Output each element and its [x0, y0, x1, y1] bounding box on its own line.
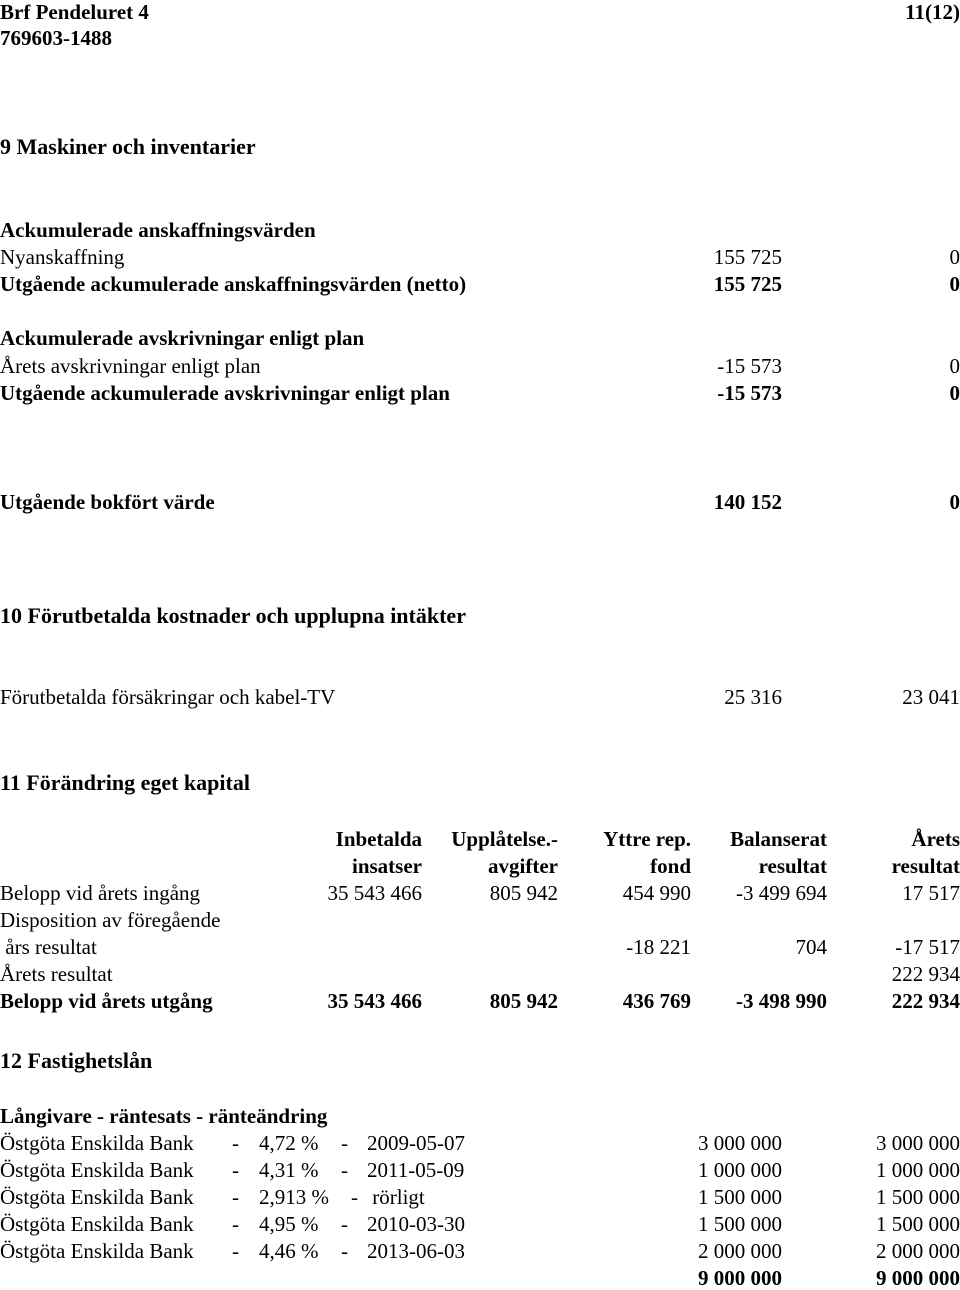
equity-col-header: Yttre rep.: [603, 829, 691, 850]
page-number: 11(12): [905, 2, 960, 23]
equity-cell: -3 498 990: [736, 991, 827, 1012]
loan-value-prev: 1 000 000: [876, 1160, 960, 1181]
loan-change: 2010-03-30: [367, 1214, 465, 1235]
loan-sep: -: [232, 1241, 239, 1262]
loan-value: 1 500 000: [698, 1187, 782, 1208]
equity-col-header: fond: [650, 856, 691, 877]
loan-sep: -: [232, 1160, 239, 1181]
loan-bank: Östgöta Enskilda Bank: [0, 1133, 194, 1154]
equity-cell: -17 517: [895, 937, 960, 958]
note9-acq-heading: Ackumulerade anskaffningsvärden: [0, 220, 316, 241]
equity-col-header: avgifter: [488, 856, 558, 877]
equity-cell: 35 543 466: [328, 883, 423, 904]
equity-row-label: års resultat: [0, 937, 97, 958]
note10-row-label: Förutbetalda försäkringar och kabel-TV: [0, 687, 335, 708]
loan-rate: 4,95 %: [259, 1214, 319, 1235]
equity-cell: 436 769: [623, 991, 691, 1012]
note9-row-label: Årets avskrivningar enligt plan: [0, 356, 261, 377]
loan-change: rörligt: [367, 1187, 425, 1208]
equity-col-header: resultat: [892, 856, 960, 877]
equity-col-header: resultat: [759, 856, 827, 877]
loan-rate: 4,31 %: [259, 1160, 319, 1181]
equity-cell: 222 934: [892, 991, 960, 1012]
loan-sep: -: [351, 1187, 358, 1208]
equity-col-header: Upplåtelse.-: [451, 829, 558, 850]
equity-cell: 17 517: [902, 883, 960, 904]
note9-book-value-prev: 0: [950, 492, 960, 513]
equity-row-label: Årets resultat: [0, 964, 113, 985]
loan-sep: -: [232, 1187, 239, 1208]
note10-row-value-prev: 23 041: [902, 687, 960, 708]
loan-value-prev: 2 000 000: [876, 1241, 960, 1262]
loan-sep: -: [341, 1241, 348, 1262]
loan-sep: -: [232, 1214, 239, 1235]
note9-row-value: -15 573: [717, 356, 782, 377]
note9-book-value: 140 152: [714, 492, 782, 513]
equity-cell: 454 990: [623, 883, 691, 904]
loan-rate: 4,72 %: [259, 1133, 319, 1154]
loan-value-prev: 1 500 000: [876, 1214, 960, 1235]
equity-col-header: Balanserat: [730, 829, 827, 850]
note9-title: 9 Maskiner och inventarier: [0, 136, 256, 158]
note11-title: 11 Förändring eget kapital: [0, 772, 250, 794]
equity-cell: 805 942: [490, 991, 558, 1012]
note12-heading: Långivare - räntesats - ränteändring: [0, 1106, 327, 1127]
loan-sep: -: [341, 1133, 348, 1154]
equity-row-label: Belopp vid årets utgång: [0, 991, 213, 1012]
note9-book-label: Utgående bokfört värde: [0, 492, 215, 513]
note10-row-value: 25 316: [724, 687, 782, 708]
note9-row-value-prev: 0: [950, 383, 960, 404]
equity-cell: 704: [796, 937, 828, 958]
note9-row-value: -15 573: [717, 383, 782, 404]
loan-value-prev: 1 500 000: [876, 1187, 960, 1208]
equity-cell: 805 942: [490, 883, 558, 904]
note9-row-label: Nyanskaffning: [0, 247, 124, 268]
note9-dep-heading: Ackumulerade avskrivningar enligt plan: [0, 328, 364, 349]
note9-row-value-prev: 0: [950, 274, 960, 295]
note9-row-value-prev: 0: [950, 356, 960, 377]
loan-total-prev: 9 000 000: [876, 1268, 960, 1289]
equity-col-header: Inbetalda: [336, 829, 422, 850]
note9-row-value: 155 725: [714, 274, 782, 295]
loan-bank: Östgöta Enskilda Bank: [0, 1187, 194, 1208]
equity-cell: -3 499 694: [736, 883, 827, 904]
loan-bank: Östgöta Enskilda Bank: [0, 1241, 194, 1262]
note9-row-label: Utgående ackumulerade anskaffningsvärden (netto): [0, 274, 466, 295]
equity-row-label: Disposition av föregående: [0, 910, 220, 931]
loan-sep: -: [232, 1133, 239, 1154]
org-name: Brf Pendeluret 4: [0, 2, 149, 23]
loan-bank: Östgöta Enskilda Bank: [0, 1160, 194, 1181]
loan-change: 2009-05-07: [367, 1133, 465, 1154]
loan-value: 3 000 000: [698, 1133, 782, 1154]
note10-title: 10 Förutbetalda kostnader och upplupna intäkter: [0, 605, 466, 627]
loan-bank: Östgöta Enskilda Bank: [0, 1214, 194, 1235]
org-number: 769603-1488: [0, 28, 112, 49]
loan-sep: -: [341, 1160, 348, 1181]
note9-row-value: 155 725: [714, 247, 782, 268]
loan-value: 1 500 000: [698, 1214, 782, 1235]
equity-cell: 222 934: [892, 964, 960, 985]
note9-row-label: Utgående ackumulerade avskrivningar enligt plan: [0, 383, 450, 404]
loan-total: 9 000 000: [698, 1268, 782, 1289]
equity-cell: 35 543 466: [328, 991, 423, 1012]
loan-value: 1 000 000: [698, 1160, 782, 1181]
loan-rate: 2,913 %: [259, 1187, 329, 1208]
equity-col-header: insatser: [352, 856, 422, 877]
loan-value: 2 000 000: [698, 1241, 782, 1262]
loan-change: 2011-05-09: [367, 1160, 464, 1181]
equity-cell: -18 221: [626, 937, 691, 958]
note9-row-value-prev: 0: [950, 247, 960, 268]
loan-change: 2013-06-03: [367, 1241, 465, 1262]
note12-title: 12 Fastighetslån: [0, 1050, 152, 1072]
loan-sep: -: [341, 1214, 348, 1235]
loan-value-prev: 3 000 000: [876, 1133, 960, 1154]
loan-rate: 4,46 %: [259, 1241, 319, 1262]
equity-col-header: Årets: [911, 829, 960, 850]
equity-row-label: Belopp vid årets ingång: [0, 883, 200, 904]
